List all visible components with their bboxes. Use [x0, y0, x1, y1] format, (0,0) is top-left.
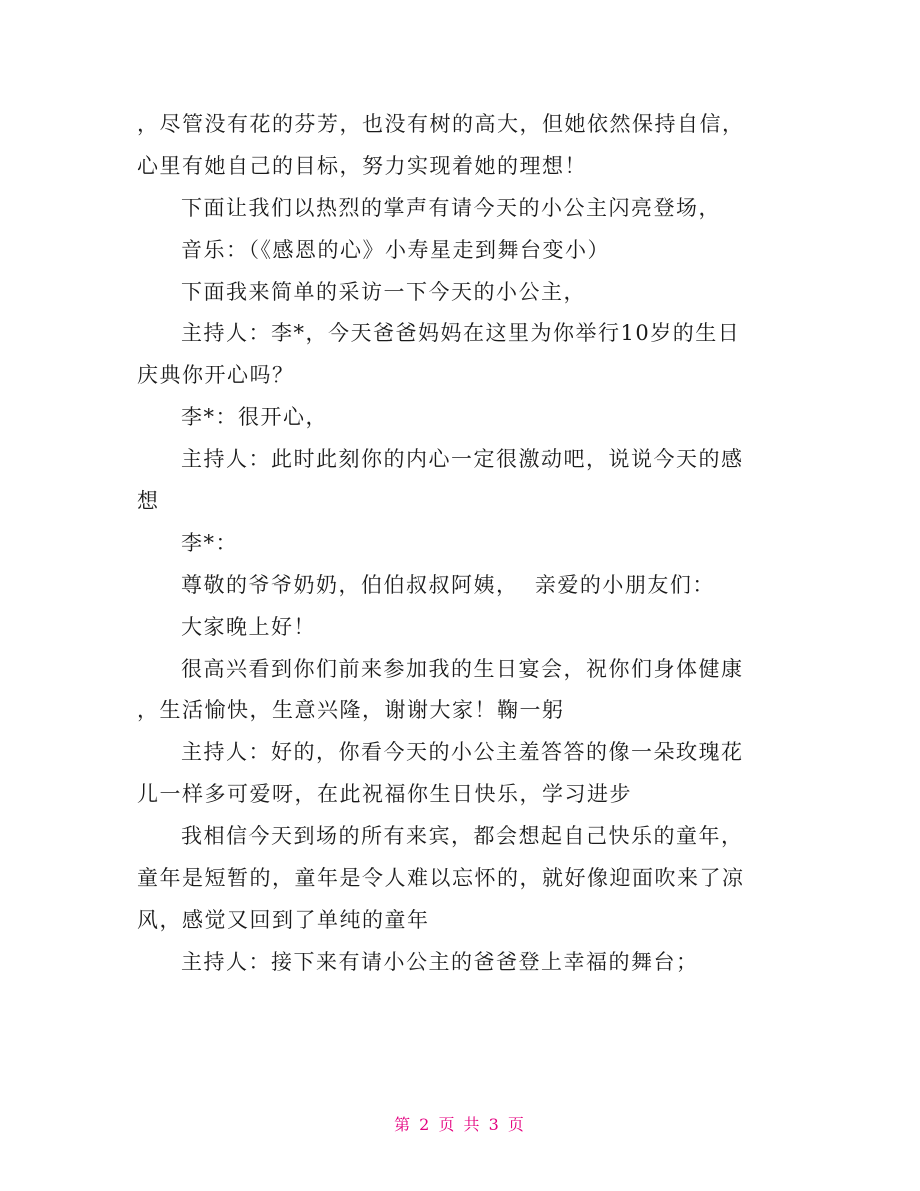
text-line-12: 尊敬的爷爷奶奶，伯伯叔叔阿姨， 亲爱的小朋友们：	[181, 572, 715, 597]
text-line-13: 大家晚上好！	[181, 614, 316, 639]
document-body	[137, 104, 787, 984]
text-line-6: 主持人：李*，今天爸爸妈妈在这里为你举行10岁的生日	[181, 321, 741, 346]
page-number-footer: 第 2 页 共 3 页	[394, 1115, 526, 1134]
text-line-9: 主持人：此时此刻你的内心一定很激动吧，说说今天的感	[181, 447, 744, 472]
text-line-1: ，尽管没有花的芬芳，也没有树的高大，但她依然保持自信，	[137, 112, 745, 136]
text-line-4: 音乐：（《感恩的心》小寿星走到舞台变小）	[181, 237, 610, 262]
text-line-17: 儿一样多可爱呀，在此祝福你生日快乐，学习进步	[137, 782, 632, 807]
text-line-19: 童年是短暂的，童年是令人难以忘怀的，就好像迎面吹来了凉	[137, 866, 745, 891]
text-line-2: 心里有她自己的目标，努力实现着她的理想！	[137, 153, 587, 178]
text-line-5: 下面我来简单的采访一下今天的小公主，	[181, 279, 586, 304]
text-line-11: 李*：	[181, 530, 238, 555]
text-line-14: 很高兴看到你们前来参加我的生日宴会，祝你们身体健康	[181, 656, 744, 681]
text-line-7: 庆典你开心吗？	[137, 363, 295, 388]
text-line-18: 我相信今天到场的所有来宾，都会想起自己快乐的童年，	[181, 824, 744, 849]
text-line-16: 主持人：好的，你看今天的小公主羞答答的像一朵玫瑰花	[181, 740, 744, 765]
text-line-8: 李*：很开心，	[181, 405, 328, 430]
text-line-10: 想	[137, 489, 160, 514]
text-line-21: 主持人：接下来有请小公主的爸爸登上幸福的舞台；	[181, 949, 699, 974]
text-line-15: ，生活愉快，生意兴隆，谢谢大家！鞠一躬	[137, 698, 565, 723]
text-line-20: 风，感觉又回到了单纯的童年	[137, 907, 430, 932]
text-line-3: 下面让我们以热烈的掌声有请今天的小公主闪亮登场，	[181, 195, 721, 220]
